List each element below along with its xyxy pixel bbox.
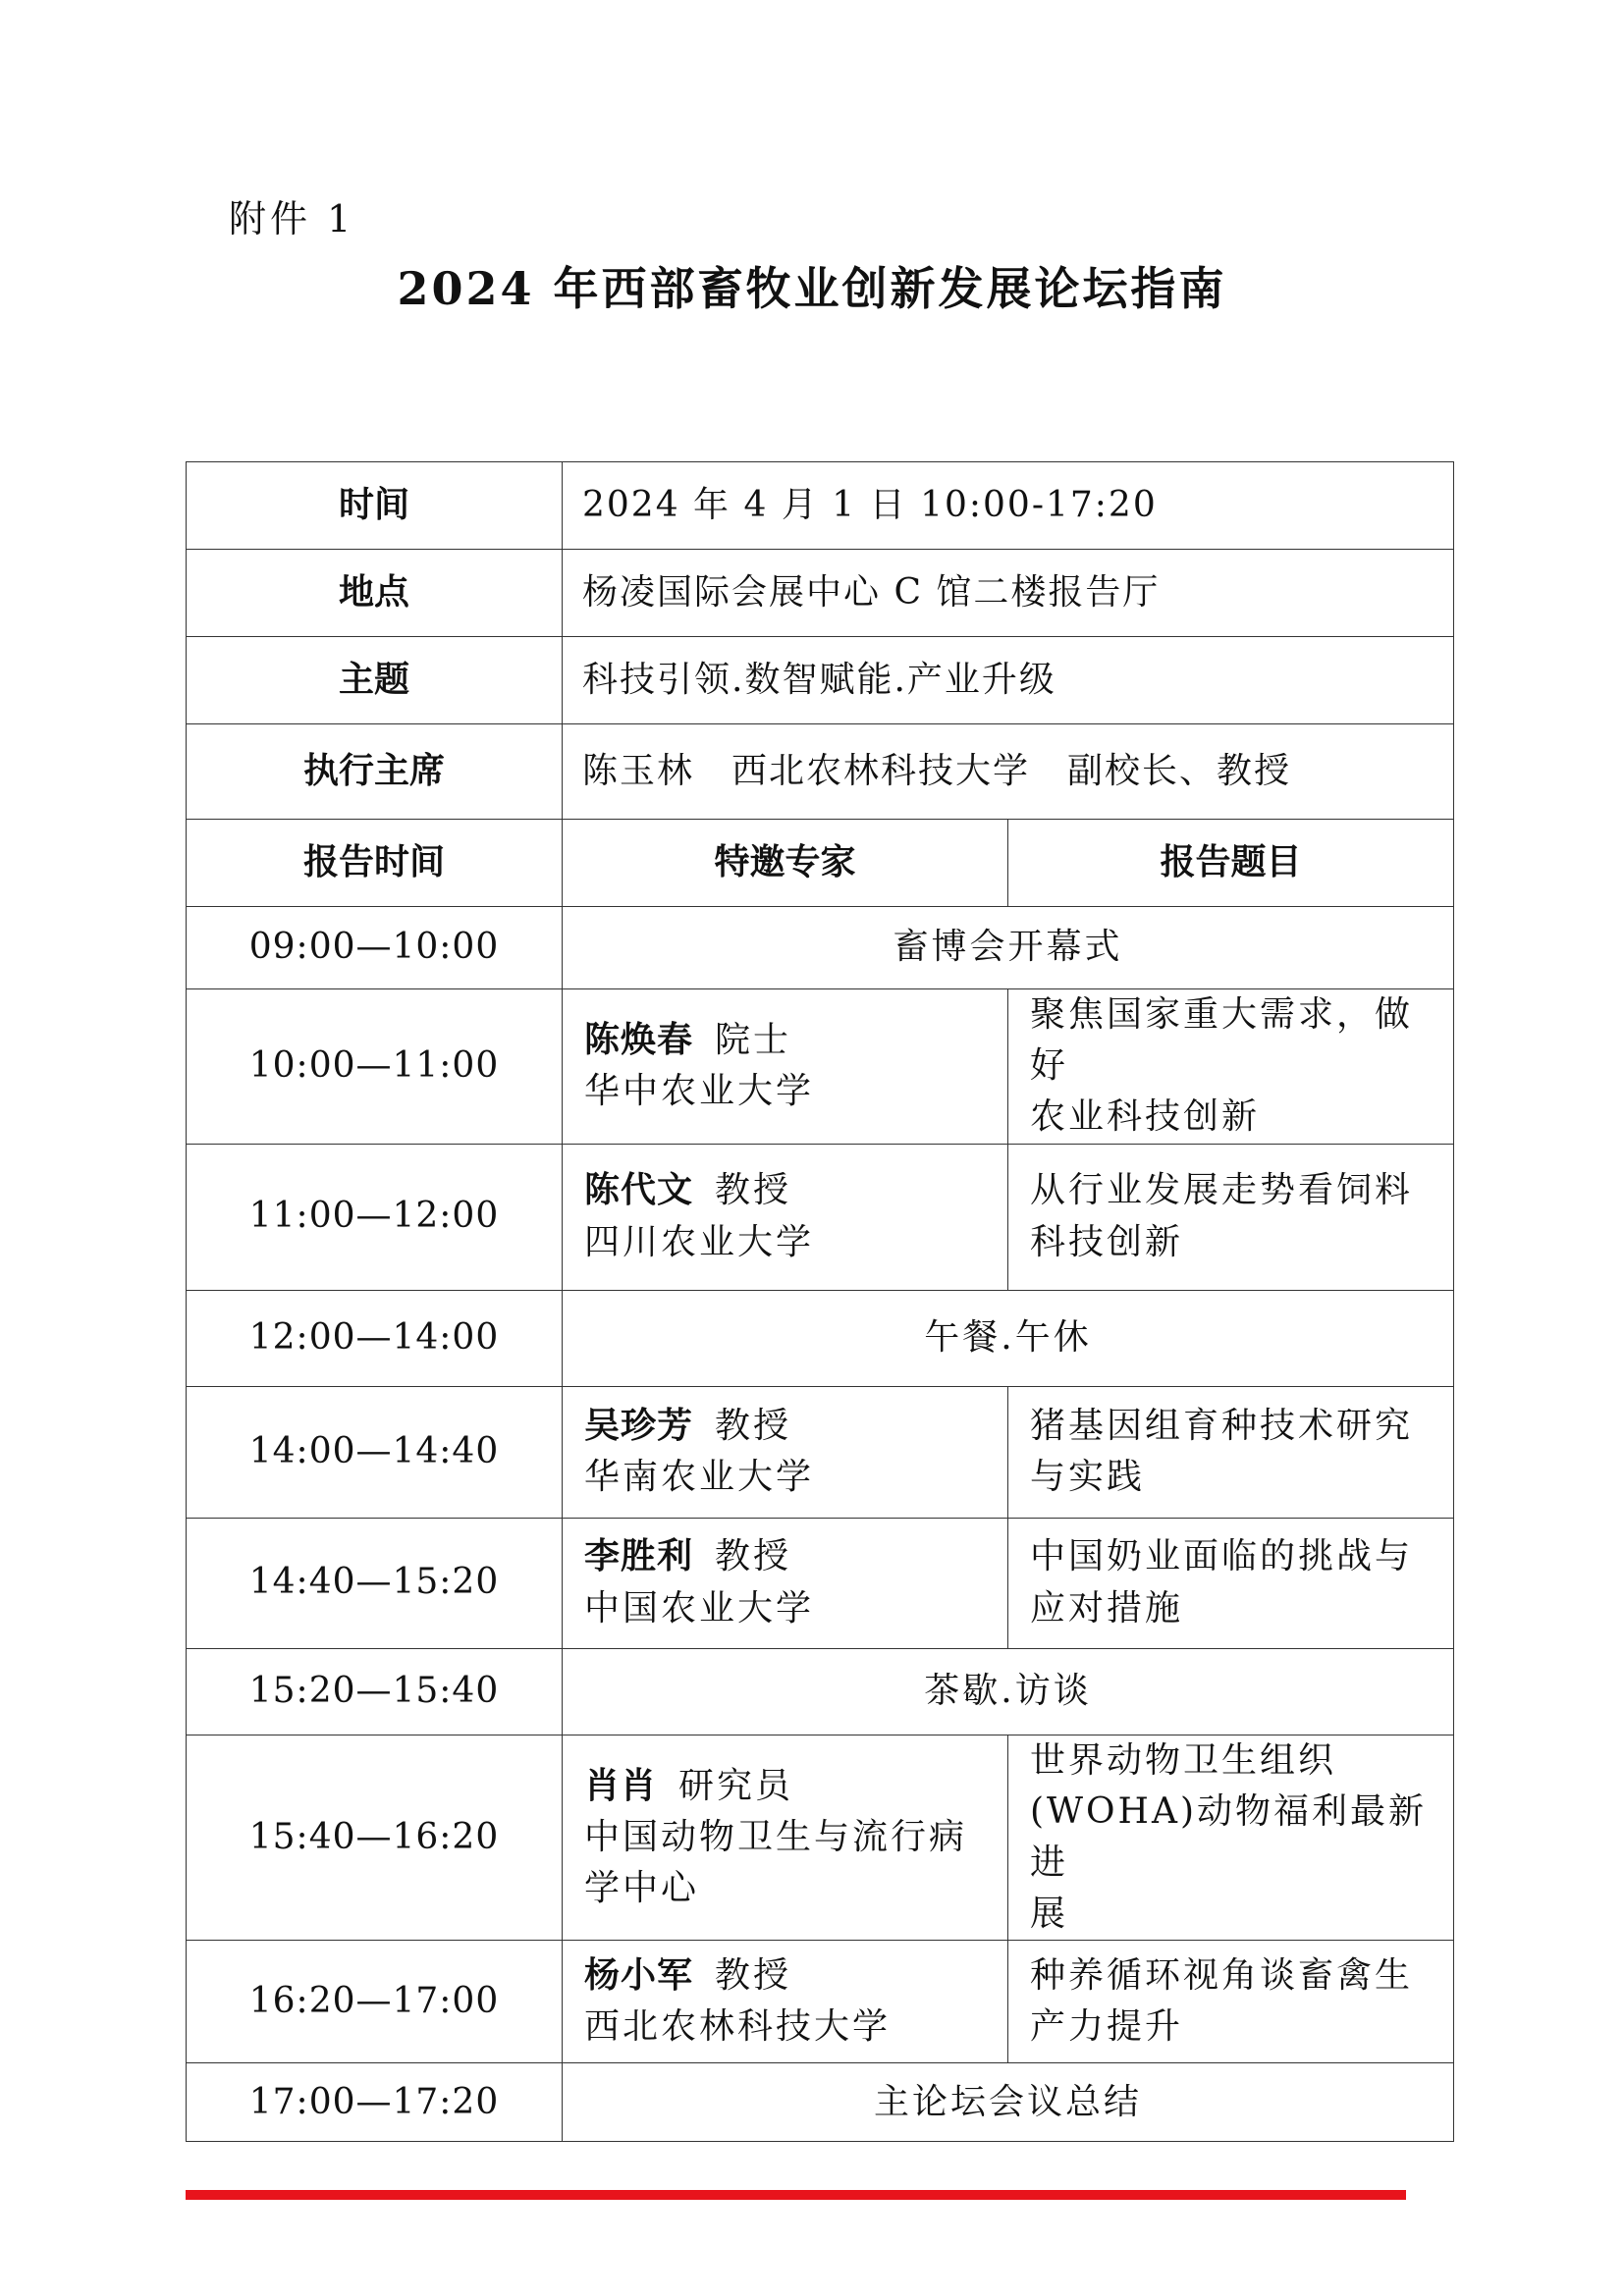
slot-time: 14:40—15:20	[187, 1518, 563, 1648]
slot-time: 14:00—14:40	[187, 1386, 563, 1518]
topic-line: 产力提升	[1030, 2006, 1184, 2048]
speaker-org: 中国动物卫生与流行病	[584, 1816, 968, 1857]
slot-time: 12:00—14:00	[187, 1290, 563, 1386]
topic-line: 种养循环视角谈畜禽生	[1030, 1955, 1414, 1997]
schedule-row	[187, 989, 1454, 1145]
speaker-name: 杨小军	[584, 1955, 694, 1997]
topic-line: 中国奶业面临的挑战与	[1030, 1536, 1414, 1577]
slot-event: 畜博会开幕式	[563, 907, 1454, 989]
info-value: 2024 年 4 月 1 日 10:00-17:20	[563, 462, 1454, 550]
info-label: 执行主席	[187, 724, 563, 820]
schedule-header-row	[187, 820, 1454, 907]
schedule-row	[187, 1290, 1454, 1386]
speaker-name: 陈焕春	[584, 1020, 694, 1061]
speaker-role: 研究员	[678, 1765, 794, 1806]
slot-event: 午餐.午休	[563, 1290, 1454, 1386]
speaker-name: 肖肖	[584, 1765, 658, 1806]
speaker-role: 教授	[715, 1405, 792, 1446]
speaker-role: 院士	[715, 1020, 792, 1061]
speaker-org: 华中农业大学	[584, 1071, 815, 1112]
schedule-row	[187, 1144, 1454, 1290]
report-topic	[1008, 1518, 1454, 1648]
speaker-cell	[563, 1941, 1008, 2063]
slot-event: 主论坛会议总结	[563, 2063, 1454, 2142]
report-topic	[1008, 989, 1454, 1145]
schedule-row	[187, 1386, 1454, 1518]
info-label: 地点	[187, 550, 563, 637]
schedule-row	[187, 907, 1454, 989]
slot-time: 15:20—15:40	[187, 1648, 563, 1735]
topic-line: 从行业发展走势看饲料	[1030, 1170, 1414, 1211]
slot-time: 10:00—11:00	[187, 989, 563, 1145]
speaker-name: 李胜利	[584, 1536, 694, 1577]
header-time: 报告时间	[187, 820, 563, 907]
speaker-role: 教授	[715, 1955, 792, 1997]
schedule-row	[187, 1518, 1454, 1648]
schedule-row	[187, 1735, 1454, 1941]
speaker-cell	[563, 1518, 1008, 1648]
info-row-location	[187, 550, 1454, 637]
speaker-org: 西北农林科技大学	[584, 2006, 892, 2048]
info-label: 时间	[187, 462, 563, 550]
speaker-cell	[563, 989, 1008, 1145]
slot-time: 15:40—16:20	[187, 1735, 563, 1941]
topic-line: 展	[1030, 1894, 1069, 1935]
speaker-org: 中国农业大学	[584, 1587, 815, 1629]
slot-time: 17:00—17:20	[187, 2063, 563, 2142]
speaker-name: 陈代文	[584, 1170, 694, 1211]
info-row-time	[187, 462, 1454, 550]
report-topic	[1008, 1941, 1454, 2063]
topic-line: 科技创新	[1030, 1221, 1184, 1262]
report-topic	[1008, 1386, 1454, 1518]
speaker-cell	[563, 1144, 1008, 1290]
attachment-label: 附件 1	[229, 197, 355, 240]
info-label: 主题	[187, 637, 563, 724]
speaker-org: 四川农业大学	[584, 1221, 815, 1262]
red-divider-bar	[186, 2190, 1406, 2200]
slot-event: 茶歇.访谈	[563, 1648, 1454, 1735]
speaker-role: 教授	[715, 1170, 792, 1211]
info-row-theme	[187, 637, 1454, 724]
schedule-row	[187, 1648, 1454, 1735]
slot-time: 11:00—12:00	[187, 1144, 563, 1290]
slot-time: 09:00—10:00	[187, 907, 563, 989]
speaker-cell	[563, 1735, 1008, 1941]
report-topic	[1008, 1735, 1454, 1941]
topic-line: 农业科技创新	[1030, 1096, 1261, 1138]
report-topic	[1008, 1144, 1454, 1290]
speaker-org: 华南农业大学	[584, 1457, 815, 1498]
topic-line: 与实践	[1030, 1457, 1146, 1498]
speaker-cell	[563, 1386, 1008, 1518]
speaker-name: 吴珍芳	[584, 1405, 694, 1446]
schedule-row	[187, 1941, 1454, 2063]
header-expert: 特邀专家	[563, 820, 1008, 907]
topic-line: 猪基因组育种技术研究	[1030, 1405, 1414, 1446]
speaker-role: 教授	[715, 1536, 792, 1577]
info-value: 杨凌国际会展中心 C 馆二楼报告厅	[563, 550, 1454, 637]
info-value: 科技引领.数智赋能.产业升级	[563, 637, 1454, 724]
topic-line: 世界动物卫生组织	[1030, 1739, 1337, 1781]
forum-guide-table	[186, 461, 1454, 2142]
topic-line: 聚焦国家重大需求，做好	[1030, 994, 1414, 1087]
schedule-row	[187, 2063, 1454, 2142]
topic-line: (WOHA)动物福利最新进	[1030, 1790, 1427, 1883]
slot-time: 16:20—17:00	[187, 1941, 563, 2063]
info-value: 陈玉林 西北农林科技大学 副校长、教授	[563, 724, 1454, 820]
document-title: 2024 年西部畜牧业创新发展论坛指南	[397, 262, 1227, 315]
header-topic: 报告题目	[1008, 820, 1454, 907]
topic-line: 应对措施	[1030, 1587, 1184, 1629]
info-row-chair	[187, 724, 1454, 820]
speaker-org: 学中心	[584, 1868, 700, 1909]
